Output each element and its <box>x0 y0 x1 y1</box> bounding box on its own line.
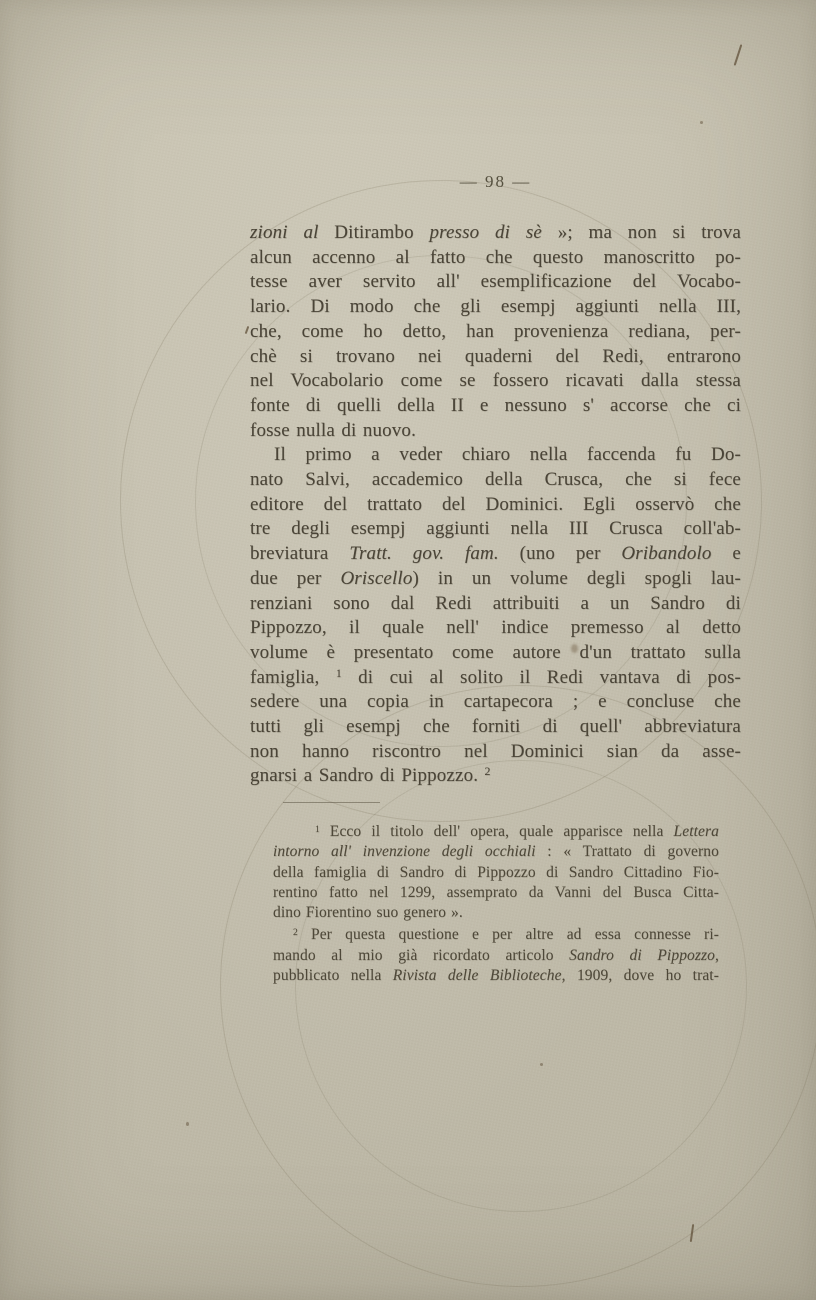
text-segment: Pippozzo, il quale nell' indice premesso al detto <box>250 617 741 639</box>
body-line <box>250 666 741 691</box>
footnote-marker: 2 <box>293 927 298 939</box>
footnote-line <box>273 946 719 966</box>
body-line <box>250 295 741 320</box>
text-segment: non hanno riscontro nel Dominici sian da asse- <box>250 740 741 762</box>
text-segment: rentino fatto nel 1299, assemprato da Vanni del Busca Citta- <box>273 883 719 901</box>
text-segment: Il primo a veder chiaro nella faccenda fu Do- <box>274 444 741 466</box>
text-segment: : « Trattato di governo <box>535 843 719 861</box>
italic-text: presso di sè <box>429 222 542 243</box>
text-segment: della famiglia di Sandro di Pippozzo di Sandro Cittadino Fio- <box>273 863 719 881</box>
text-segment: gnarsi a Sandro di Pippozzo. <box>250 765 485 787</box>
footnotes <box>273 822 719 986</box>
paper-speck-1 <box>700 121 703 124</box>
italic-text: Oriscello <box>340 567 413 589</box>
text-segment: sedere una copia in cartapecora ; e concluse che <box>250 691 741 713</box>
text-segment: nato Salvi, accademico della Crusca, che si fece <box>250 469 741 491</box>
body-line <box>250 517 741 542</box>
body-line <box>250 592 741 617</box>
body-line <box>250 369 741 394</box>
body-line <box>250 616 741 641</box>
footnote-marker: 1 <box>335 666 342 680</box>
body-line <box>250 394 741 419</box>
body-line <box>250 567 741 592</box>
body-line <box>250 221 741 246</box>
text-segment: editore del trattato del Dominici. Egli osservò che <box>250 493 741 515</box>
text-segment: chè si trovano nei quaderni del Redi, entrarono <box>250 345 741 367</box>
text-segment: ) in un volume degli spogli lau- <box>412 567 741 589</box>
body-line <box>250 270 741 295</box>
page-number: — 98 — <box>459 172 532 191</box>
text-segment: mando al mio già ricordato articolo <box>273 946 570 964</box>
text-segment: volume è presentato come autore d'un trattato sulla <box>250 641 741 663</box>
text-segment: che, come ho detto, han provenienza rediana, per- <box>250 320 741 342</box>
footnote-line <box>273 925 719 945</box>
footnote-line <box>273 842 719 862</box>
italic-text: zioni al <box>250 222 319 243</box>
footnote-line <box>273 863 719 883</box>
body-line <box>250 345 741 370</box>
italic-text: Sandro di Pippozzo <box>569 946 716 964</box>
body-text <box>250 221 741 789</box>
text-segment: Per questa questione e per altre ad essa connesse ri- <box>297 926 719 944</box>
text-segment: famiglia, <box>250 666 336 688</box>
body-line <box>250 443 741 468</box>
text-segment: e <box>711 543 741 565</box>
text-segment: tutti gli esempj che forniti di quell' abbreviatura <box>250 716 741 738</box>
footnote-line <box>273 883 719 903</box>
body-line <box>250 764 741 789</box>
text-segment: , 1909, dove ho trat- <box>561 967 719 985</box>
text-segment: lario. Di modo che gli esempj aggiunti nella III, <box>250 296 741 318</box>
text-segment: tre degli esempj aggiunti nella III Crusca coll'ab- <box>250 518 741 540</box>
body-line <box>250 320 741 345</box>
body-line <box>250 493 741 518</box>
body-line <box>250 419 741 444</box>
text-segment: pubblicato nella <box>273 967 393 985</box>
body-line <box>250 740 741 765</box>
footnote-marker: 1 <box>315 824 320 835</box>
italic-text: Lettera <box>673 823 719 840</box>
pen-stroke-mark-top-right <box>734 44 743 66</box>
text-segment: fosse nulla di nuovo. <box>250 419 416 441</box>
text-segment: breviatura <box>250 543 350 565</box>
italic-text: Oribandolo <box>621 543 712 565</box>
italic-text: Tratt. gov. fam. <box>349 543 499 565</box>
footnote-separator <box>283 802 380 803</box>
text-segment: di cui al solito il Redi vantava di pos- <box>341 666 742 688</box>
text-segment: nel Vocabolario come se fossero ricavati dalla stessa <box>250 370 741 392</box>
body-line <box>250 690 741 715</box>
body-line <box>250 468 741 493</box>
text-segment: alcun accenno al fatto che questo manoscritto po- <box>250 246 741 268</box>
body-line <box>250 542 741 567</box>
body-line <box>250 641 741 666</box>
text-segment: »; ma non si trova <box>541 222 741 243</box>
italic-text: intorno all' invenzione degli occhiali <box>273 843 536 861</box>
footnote-line <box>273 903 719 923</box>
text-segment: , <box>715 946 719 964</box>
footnote-line <box>273 822 719 842</box>
text-segment: (uno per <box>498 543 622 565</box>
paper-speck-2 <box>186 1122 189 1126</box>
body-line <box>250 246 741 271</box>
text-segment: dino Fiorentino suo genero ». <box>273 904 463 922</box>
paper-speck-3 <box>540 1063 543 1066</box>
body-line <box>250 715 741 740</box>
text-segment: tesse aver servito all' esemplificazione del Vocabo- <box>250 271 741 293</box>
footnote-line <box>273 966 719 986</box>
text-segment: Ditirambo <box>318 222 430 243</box>
italic-text: Rivista delle Biblioteche <box>392 967 562 985</box>
footnote-marker: 2 <box>484 765 491 779</box>
text-segment: fonte di quelli della II e nessuno s' accorse che ci <box>250 394 741 416</box>
text-segment: renziani sono dal Redi attribuiti a un Sandro di <box>250 592 741 614</box>
text-segment: due per <box>250 567 341 589</box>
text-segment: Ecco il titolo dell' opera, quale apparisce nella <box>319 823 674 840</box>
